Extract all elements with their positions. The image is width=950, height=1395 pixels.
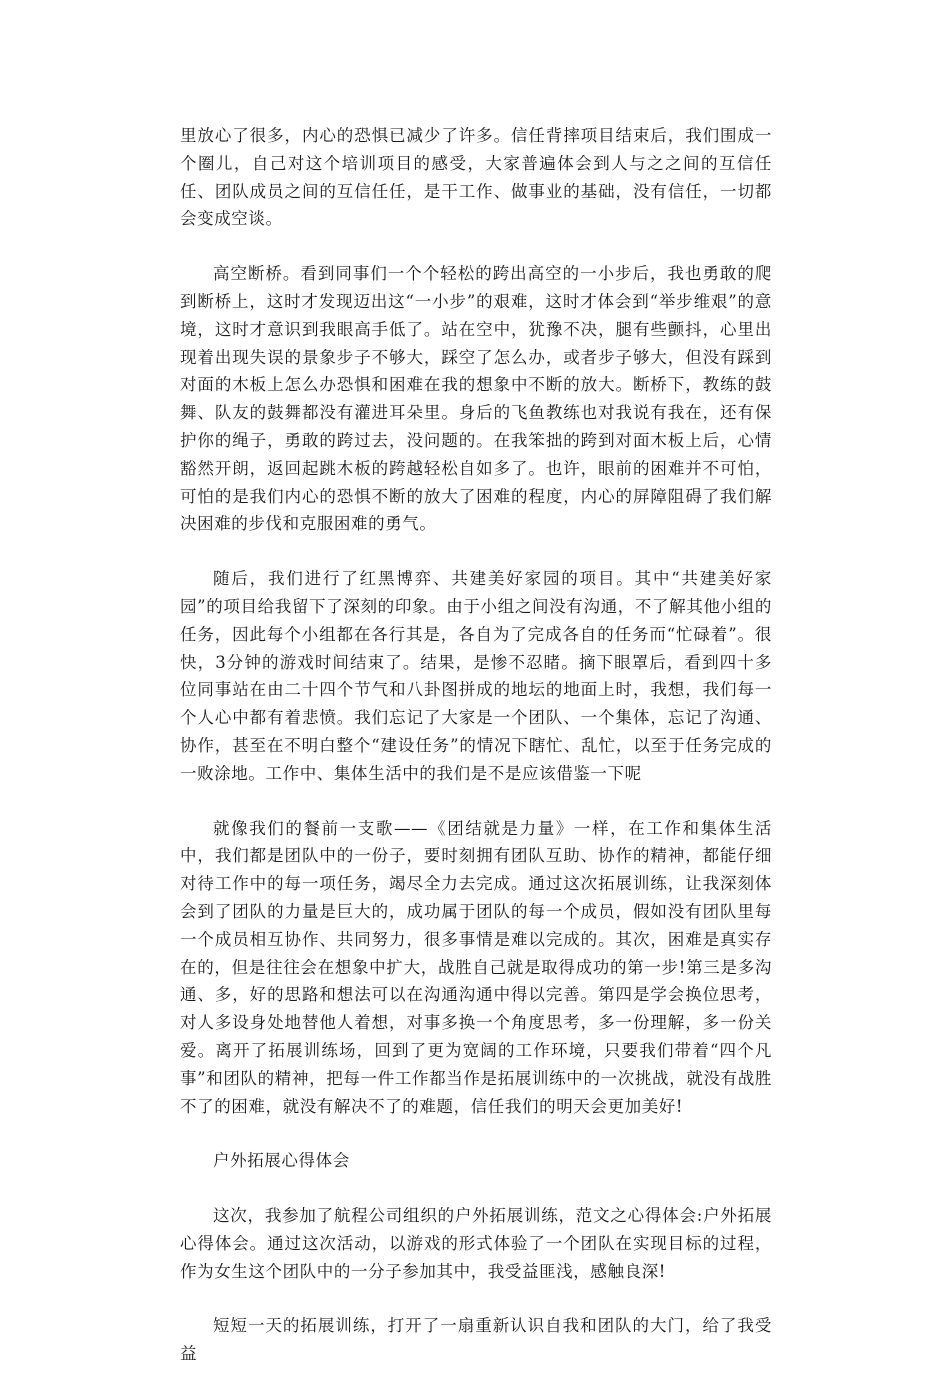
paragraph-outdoor-intro: 这次，我参加了航程公司组织的户外拓展训练，范文之心得体会:户外拓展心得体会。通过这次活动，以游戏的形式体验了一个团队在实现目标的过程，作为女生这个团队中的一分子参加其中，我受益匪浅，感触良深! <box>180 1206 772 1281</box>
paragraph-one-day-training: 短短一天的拓展训练，打开了一扇重新认识自我和团队的大门，给了我受益 <box>180 1316 772 1364</box>
section-heading: 户外拓展心得体会 <box>213 1151 350 1171</box>
paragraph-trust-fall-conclusion: 里放心了很多，内心的恐惧已减少了许多。信任背摔项目结束后，我们围成一个圈儿，自己对这个培训项目的感受，大家普遍体会到人与之之间的互信任任、团队成员之间的互信任任，是干工作、做事业的基础，没有信任，一切都会变成空谈。 <box>180 126 772 229</box>
paragraph-build-home: 随后，我们进行了红黑博弈、共建美好家园的项目。其中“共建美好家园”的项目给我留下了深刻的印象。由于小组之间没有沟通，不了解其他小组的任务，因此每个小组都在各行其是，各自为了完成各自的任务而“忙碌着”。很快，3分钟的游戏时间结束了。结果，是惨不忍睹。摘下眼罩后，看到四十多位同事站在由二十四个节气和八卦图拼成的地坛的地面上时，我想，我们每一个人心中都有着悲愤。我们忘记了大家是一个团队、一个集体，忘记了沟通、协作，甚至在不明白整个“建设任务”的情况下瞎忙、乱忙，以至于任务完成的一败涂地。工作中、集体生活中的我们是不是应该借鉴一下呢 <box>180 569 772 783</box>
paragraph-high-bridge: 高空断桥。看到同事们一个个轻松的跨出高空的一小步后，我也勇敢的爬到断桥上，这时才发现迈出这“一小步”的艰难，这时才体会到“举步维艰”的意境，这时才意识到我眼高手低了。站在空中，犹豫不决，腿有些颤抖，心里出现着出现失误的景象步子不够大，踩空了怎么办，或者步子够大，但没有踩到对面的木板上怎么办恐惧和困难在我的想象中不断的放大。断桥下，教练的鼓舞、队友的鼓舞都没有灌进耳朵里。身后的飞鱼教练也对我说有我在，还有保护你的绳子，勇敢的跨过去，没问题的。在我笨拙的跨到对面木板上后，心情豁然开朗，返回起跳木板的跨越轻松自如多了。也许，眼前的困难并不可怕，可怕的是我们内心的恐惧不断的放大了困难的程度，内心的屏障阻碍了我们解决困难的步伐和克服困难的勇气。 <box>180 264 772 534</box>
document-body <box>180 122 772 1395</box>
paragraph-team-song: 就像我们的餐前一支歌——《团结就是力量》一样，在工作和集体生活中，我们都是团队中的一份子，要时刻拥有团队互助、协作的精神，都能仔细对待工作中的每一项任务，竭尽全力去完成。通过这次拓展训练，让我深刻体会到了团队的力量是巨大的，成功属于团队的每一个成员，假如没有团队里每一个成员相互协作、共同努力，很多事情是难以完成的。其次，困难是真实存在的，但是往往会在想象中扩大，战胜自己就是取得成功的第一步!第三是多沟通、多，好的思路和想法可以在沟通沟通中得以完善。第四是学会换位思考，对人多设身处地替他人着想，对事多换一个角度思考，多一份理解，多一份关爱。离开了拓展训练场，回到了更为宽阔的工作环境，只要我们带着“四个凡事”和团队的精神，把每一件工作都当作是拓展训练中的一次挑战，就没有战胜不了的困难，就没有解决不了的难题，信任我们的明天会更加美好! <box>180 818 772 1116</box>
